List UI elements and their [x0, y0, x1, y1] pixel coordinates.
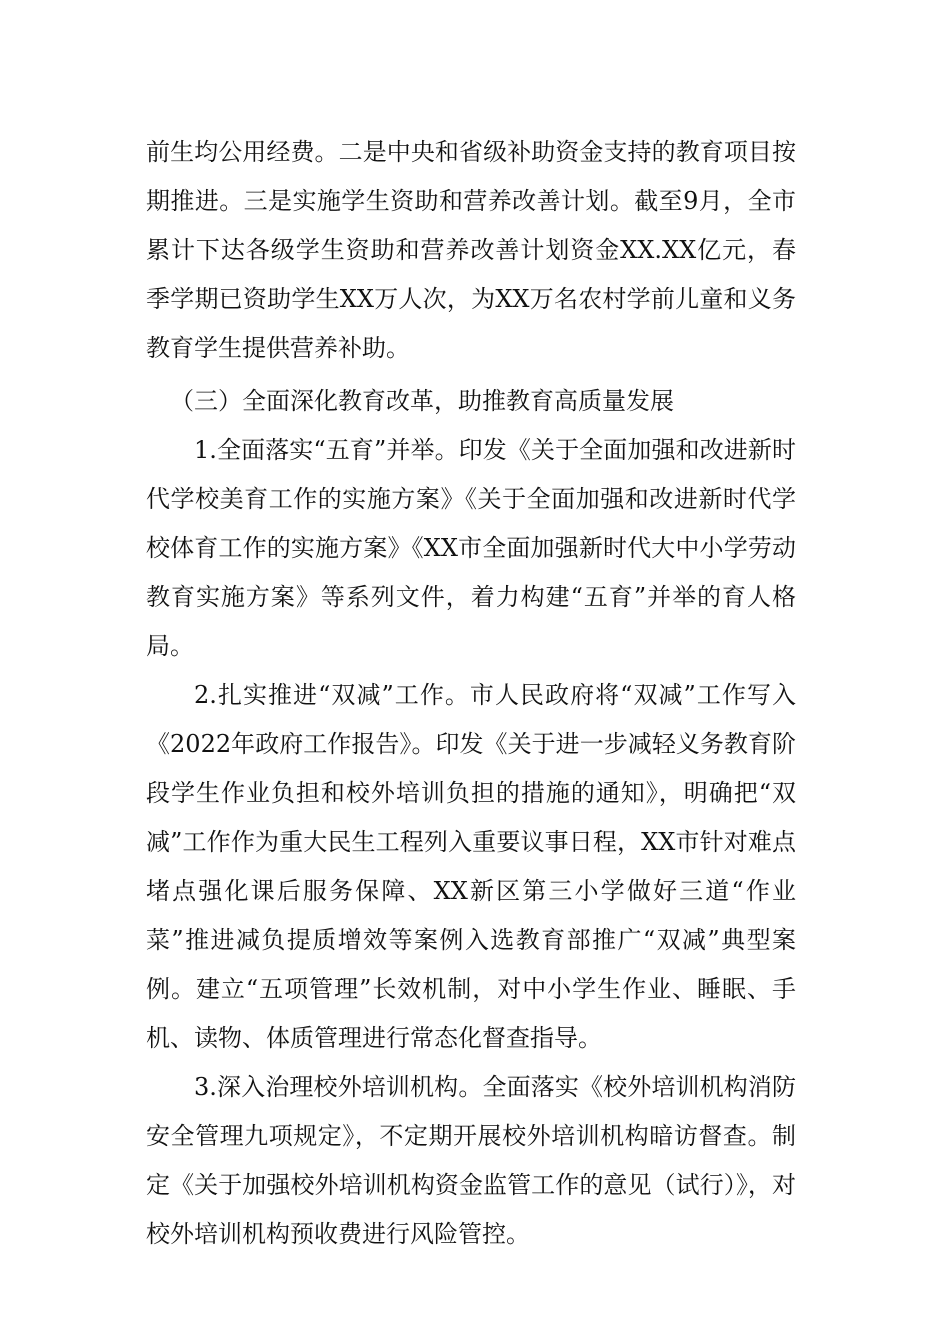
paragraph-funding-continued: 前生均公用经费。二是中央和省级补助资金支持的教育项目按期推进。三是实施学生资助和营养改善计划。截至9月，全市累计下达各级学生资助和营养改善计划资金XX.XX亿元，春季学期已资助学生XX万人次，为XX万名农村学前儿童和义务教育学生提供营养补助。 [146, 138, 796, 362]
body-text-top [146, 128, 796, 373]
paragraph-item-1: 1.全面落实“五育”并举。印发《关于全面加强和改进新时代学校美育工作的实施方案》《关于全面加强和改进新时代学校体育工作的实施方案》《XX市全面加强新时代大中小学劳动教育实施方案》等系列文件，着力构建“五育”并举的育人格局。 [146, 436, 796, 660]
paragraph-item-2: 2.扎实推进“双减”工作。市人民政府将“双减”工作写入《2022年政府工作报告》。印发《关于进一步减轻义务教育阶段学生作业负担和校外培训负担的措施的通知》，明确把“双减”工作作为重大民生工程列入重要议事日程，XX市针对难点堵点强化课后服务保障、XX新区第三小学做好三道“作业菜”推进减负提质增效等案例入选教育部推广“双减”典型案例。建立“五项管理”长效机制，对中小学生作业、睡眠、手机、读物、体质管理进行常态化督查指导。 [146, 681, 796, 1052]
paragraph-item-3: 3.深入治理校外培训机构。全面落实《校外培训机构消防安全管理九项规定》，不定期开展校外培训机构暗访督查。制定《关于加强校外培训机构资金监管工作的意见（试行）》，对校外培训机构预收费进行风险管控。 [146, 1073, 796, 1248]
body-text-main [146, 377, 796, 1259]
section-heading: （三）全面深化教育改革，助推教育高质量发展 [170, 387, 674, 415]
